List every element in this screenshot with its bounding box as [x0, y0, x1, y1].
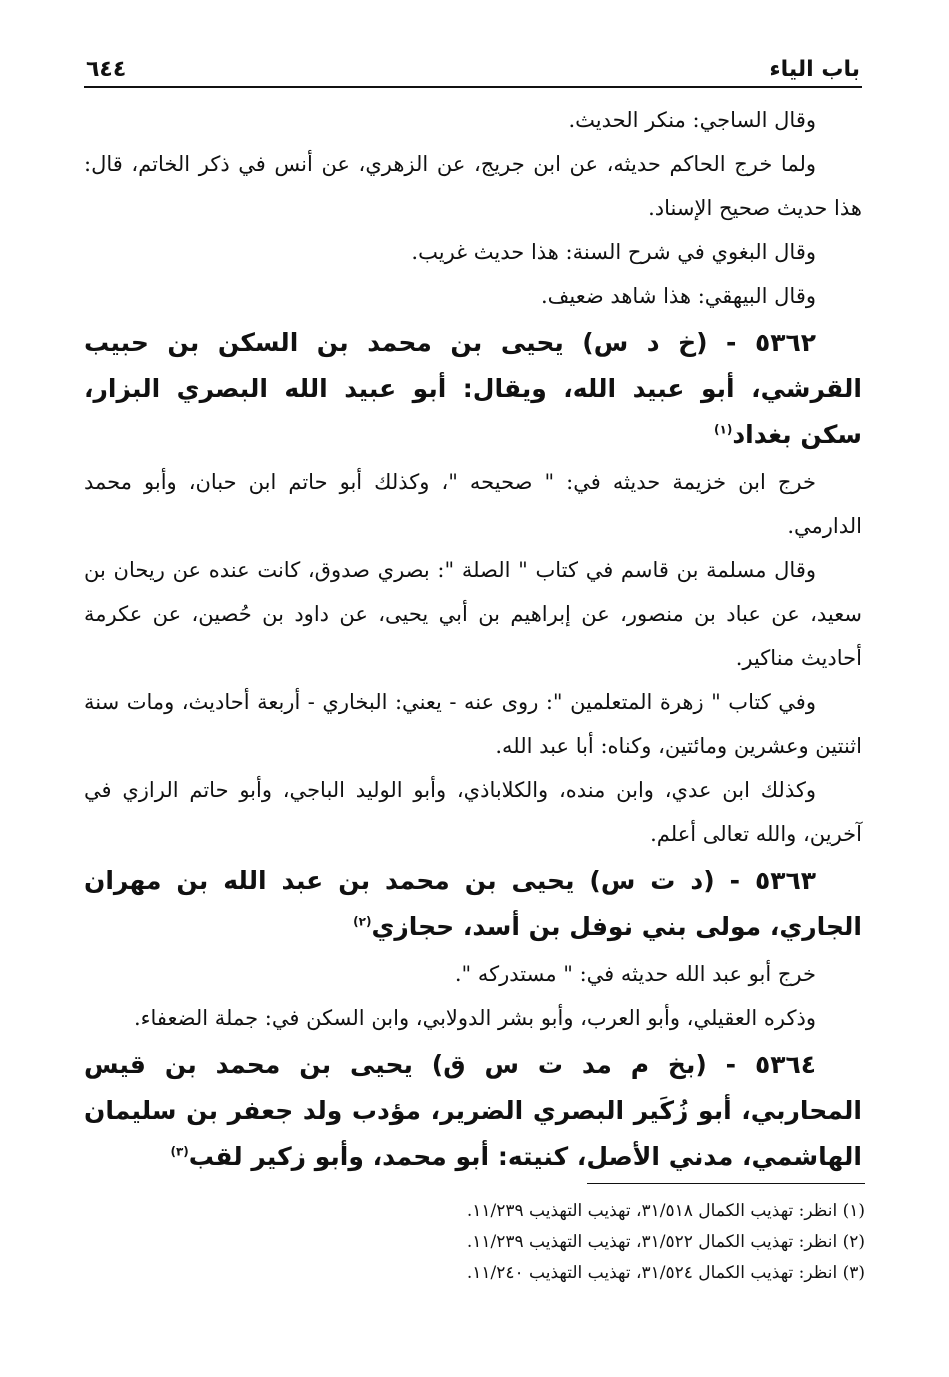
footnotes — [87, 1196, 865, 1289]
page-content — [84, 98, 862, 1180]
entry-heading-5362-text: ٥٣٦٢ - (خ د س) يحيى بن محمد بن السكن بن حبيب القرشي، أبو عبيد الله، ويقال: أبو عبيد الله البصري البزار، سكن بغداد — [84, 328, 862, 449]
paragraph-bayhaqi: وقال البيهقي: هذا شاهد ضعيف. — [540, 284, 816, 308]
paragraph-saji: وقال الساجي: منكر الحديث. — [568, 108, 816, 132]
footnote-3: (٣) انظر: تهذيب الكمال ٣١/٥٢٤، تهذيب التهذيب ١١/٢٤٠. — [466, 1263, 865, 1283]
paragraph-uqayli: وذكره العقيلي، وأبو العرب، وأبو بشر الدولابي، وابن السكن في: جملة الضعفاء. — [133, 1006, 816, 1030]
paragraph-zahrat: وفي كتاب " زهرة المتعلمين ": روى عنه - يعني: البخاري - أربعة أحاديث، ومات سنة اثنتين وعشرين ومائتين، وكناه: أبا عبد الله. — [84, 690, 862, 758]
footnote-marker-1: (١) — [714, 422, 733, 437]
paragraph-maslama: وقال مسلمة بن قاسم في كتاب " الصلة ": بصري صدوق، كانت عنده عن ريحان بن سعيد، عن عباد بن منصور، عن إبراهيم بن أبي يحيى، عن داود بن حُصين، عن عكرمة أحاديث مناكير. — [84, 558, 862, 670]
paragraph-ibn-adi: وكذلك ابن عدي، وابن منده، والكلاباذي، وأبو الوليد الباجي، وأبو حاتم الرازي في آخرين، والله تعالى أعلم. — [84, 778, 862, 846]
entry-heading-5363 — [84, 858, 862, 950]
footnote-1: (١) انظر: تهذيب الكمال ٣١/٥١٨، تهذيب التهذيب ١١/٢٣٩. — [466, 1201, 865, 1221]
footnote-marker-3: (٣) — [170, 1144, 189, 1159]
paragraph-hakim: ولما خرج الحاكم حديثه، عن ابن جريج، عن الزهري، عن أنس في ذكر الخاتم، قال: هذا حديث صحيح الإسناد. — [84, 152, 862, 220]
paragraph-ibn-khuzayma: خرج ابن خزيمة حديثه في: " صحيحه "، وكذلك أبو حاتم ابن حبان، وأبو محمد الدارمي. — [84, 470, 862, 538]
footnote-marker-2: (٢) — [353, 914, 372, 929]
page-number: ٦٤٤ — [86, 57, 127, 82]
footnote-divider — [587, 1183, 865, 1184]
entry-heading-5364 — [84, 1042, 862, 1180]
entry-heading-5363-text: ٥٣٦٣ - (د ت س) يحيى بن محمد بن عبد الله بن مهران الجاري، مولى بني نوفل بن أسد، حجازي — [84, 866, 862, 941]
book-page — [84, 46, 862, 1182]
chapter-title: باب الياء — [769, 57, 860, 82]
footnote-2: (٢) انظر: تهذيب الكمال ٣١/٥٢٢، تهذيب التهذيب ١١/٢٣٩. — [466, 1232, 865, 1252]
page-header — [84, 46, 862, 88]
paragraph-mustadrak: خرج أبو عبد الله حديثه في: " مستدركه ". — [454, 962, 816, 986]
entry-heading-5362 — [84, 320, 862, 458]
paragraph-baghawi: وقال البغوي في شرح السنة: هذا حديث غريب. — [411, 240, 816, 264]
entry-heading-5364-text: ٥٣٦٤ - (بخ م مد ت س ق) يحيى بن محمد بن قيس المحاربي، أبو زُكَير البصري الضرير، مؤدب ولد جعفر بن سليمان الهاشمي، مدني الأصل، كنيته: أبو محمد، وأبو زكير لقب — [84, 1050, 862, 1171]
